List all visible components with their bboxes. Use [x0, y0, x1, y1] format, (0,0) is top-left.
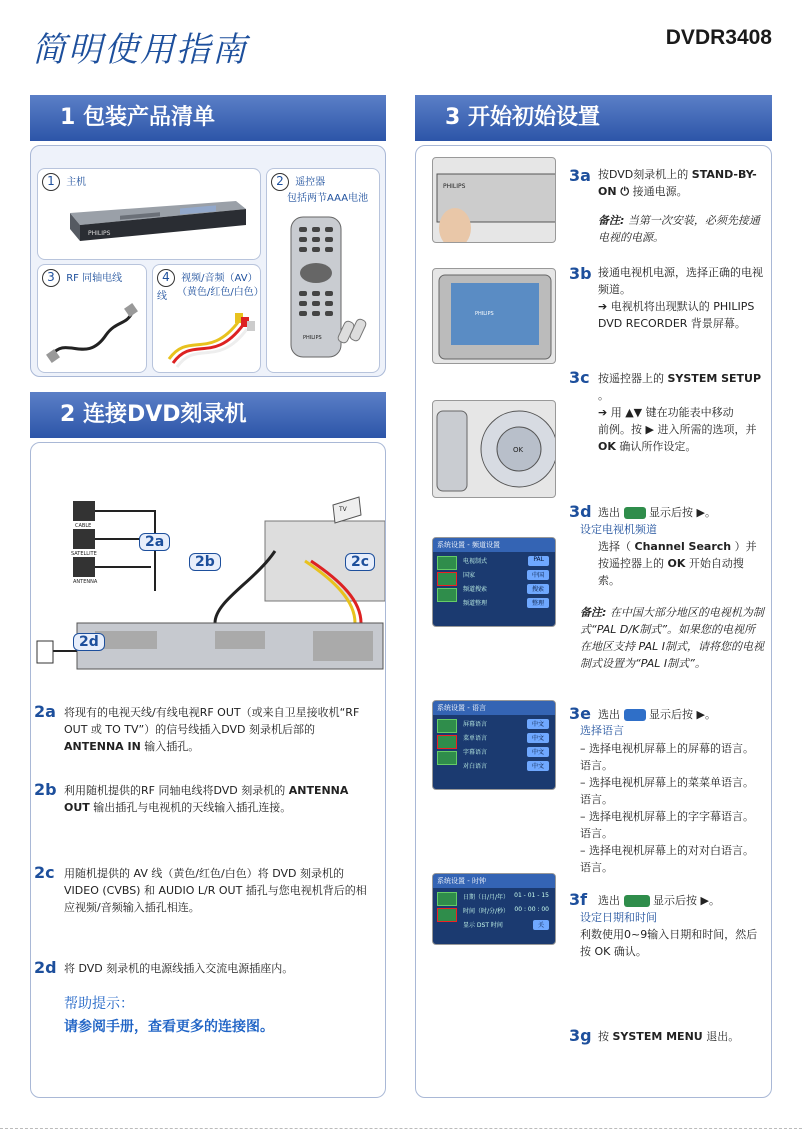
item-sub-remote: 包括两节AAA电池 [287, 193, 369, 204]
item-number: 3 [42, 269, 60, 287]
item-label-rf-cable: RF 同轴电线 [66, 273, 123, 284]
standby-image [432, 157, 556, 243]
step-3g: 按 SYSTEM MENU 退出。 [598, 1030, 740, 1043]
tag-2c: 2c [345, 553, 375, 571]
step-number: 2a [34, 702, 56, 721]
model-number: DVDR3408 [665, 26, 772, 49]
step-3c: 按遥控器上的 SYSTEM SETUP 。 ➔ 用 ▲▼ 键在功能表中移动 前例。按 ▶ 进入所需的选项，并 OK 确认所作设定。 [598, 372, 762, 453]
svg-text:OK: OK [513, 446, 524, 454]
item-label-av-cable: 视频/音频（AV）线 [157, 273, 258, 302]
note-3d: 备注: 在中国大部分地区的电视机为制式“PAL D/K制式”。如果您的电视所在地区支持 PAL I制式，请将您的电视制式设置为“PAL I制式”。 [580, 606, 764, 670]
page-footer-divider [0, 1128, 802, 1129]
step-number: 2b [34, 780, 57, 799]
document-title: 简明使用指南 [32, 30, 248, 70]
section-2-title: 2 连接DVD刻录机 [30, 392, 386, 438]
hint-text: 请参阅手册，查看更多的连接图。 [64, 1019, 274, 1035]
step-3b: 接通电视机电源，选择正确的电视频道。 ➔ 电视机将出现默认的 PHILIPS DVD RECORDER 背景屏幕。 [598, 266, 763, 330]
detail-3d: 选择（ Channel Search ）并按遥控器上的 OK 开始自动搜索。 [598, 540, 757, 587]
step-number: 2d [34, 958, 57, 977]
tv-screen-image [432, 268, 556, 364]
hint-title: 帮助提示： [64, 996, 134, 1012]
tag-2d: 2d [73, 633, 105, 651]
subtitle-3e: 选择语言 [580, 724, 624, 737]
device-brand: PHILIPS [88, 230, 111, 237]
detail-3f: 利数使用0~9输入日期和时间，然后按 OK 确认。 [580, 928, 758, 958]
channel-icon [624, 507, 646, 519]
antenna-label: ANTENNA [73, 579, 98, 585]
channel-settings-menu-image: 系统设置 - 频道设置 电视制式 PAL 国家 中国 频道搜索 搜索 频道整理 整理 [432, 537, 556, 627]
svg-text:PHILIPS: PHILIPS [443, 183, 466, 190]
remote-image [283, 211, 373, 369]
step-2c: 用随机提供的 AV 线（黄色/红色/白色）将 DVD 刻录机的 VIDEO (CVBS) 和 AUDIO L/R OUT 插孔与您电视机背后的相应视频/音频输入插孔相连。 [64, 867, 367, 914]
step-number: 2c [34, 863, 55, 882]
section-1-title: 1 包装产品清单 [30, 95, 386, 141]
step-2a: 将现有的电视天线/有线电视RF OUT（或来自卫星接收机“RF OUT 或 TO TV”）的信号线插入DVD 刻录机后部的 ANTENNA IN 输入插孔。 [64, 706, 360, 753]
list-3e: – 选择电视机屏幕上的屏幕的语言。语言。 – 选择电视机屏幕上的菜菜单语言。语言。 – 选择电视机屏幕上的字字幕语言。语言。 – 选择电视机屏幕上的对对白语言。语言。 [580, 742, 754, 874]
item-sub-av-cable: （黄色/红色/白色） [177, 287, 264, 298]
step-3f: 选出 显示后按 ▶。 [598, 894, 720, 907]
item-number: 2 [271, 173, 289, 191]
step-number: 3d [569, 502, 592, 521]
section-3-title: 3 开始初始设置 [415, 95, 772, 141]
dvd-recorder-image [60, 195, 250, 245]
language-menu-image: 系统设置 - 语言 屏幕语言 中文 菜单语言 中文 字幕语言 中文 对白语言 中文 [432, 700, 556, 790]
remote-navigation-image [432, 400, 556, 498]
item-label-main-unit: 主机 [66, 177, 87, 188]
screen-brand: PHILIPS [475, 311, 494, 317]
item-label-remote: 遥控器 [295, 177, 326, 188]
cable-label: CABLE [75, 523, 92, 529]
item-rf-cable [37, 264, 147, 373]
clock-icon [624, 895, 650, 907]
subtitle-3f: 设定日期和时间 [580, 911, 657, 924]
tag-2b: 2b [189, 553, 221, 571]
tag-2a: 2a [139, 533, 170, 551]
step-3e: 选出 显示后按 ▶。 [598, 708, 716, 721]
item-number: 4 [157, 269, 175, 287]
item-main-unit [37, 168, 261, 260]
package-panel [30, 145, 386, 377]
remote-brand: PHILIPS [303, 335, 322, 341]
step-number: 3e [569, 704, 591, 723]
note-3a: 备注: 当第一次安装，必须先接通电视的电源。 [598, 214, 760, 244]
item-av-cable [152, 264, 264, 373]
satellite-label: SATELLITE [71, 551, 97, 557]
step-number: 3b [569, 264, 592, 283]
step-3d: 选出 显示后按 ▶。 [598, 506, 716, 519]
language-icon [624, 709, 646, 721]
rf-cable-image [46, 295, 142, 369]
av-cable-image [159, 301, 257, 371]
item-remote [266, 168, 380, 373]
step-2b: 利用随机提供的RF 同轴电线将DVD 刻录机的 ANTENNA OUT 输出插孔与电视机的天线输入插孔连接。 [64, 784, 349, 814]
step-number: 3c [569, 368, 590, 387]
subtitle-3d: 设定电视机频道 [580, 523, 657, 536]
step-number: 3f [569, 890, 588, 909]
item-number: 1 [42, 173, 60, 191]
clock-menu-image: 系统设置 - 时钟 日期（日/月/年） 01 - 01 - 15 时间（时/分/秒） 00 : 00 : 00 显示 DST 时间 关 [432, 873, 556, 945]
step-2d: 将 DVD 刻录机的电源线插入交流电源插座内。 [64, 962, 294, 975]
step-number: 3g [569, 1026, 592, 1045]
tv-label: TV [339, 506, 347, 513]
step-3a: 按DVD刻录机上的 STAND-BY-ON ⏻ 接通电源。 [598, 168, 757, 198]
step-number: 3a [569, 166, 591, 185]
